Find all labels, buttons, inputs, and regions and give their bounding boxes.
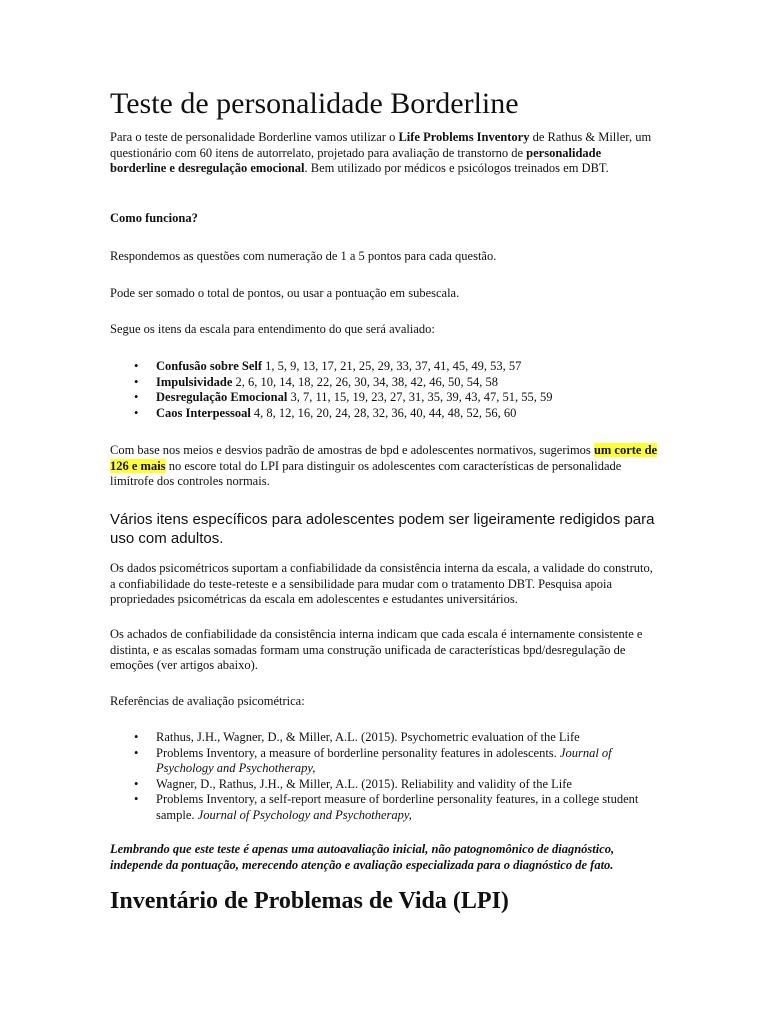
como-funciona-heading: Como funciona? bbox=[110, 211, 198, 225]
somado-paragraph: Pode ser somado o total de pontos, ou usar a pontuação em subescala. bbox=[110, 286, 460, 300]
scale-items: 3, 7, 11, 15, 19, 23, 27, 31, 35, 39, 43, 47, 51, 55, 59 bbox=[287, 390, 553, 404]
intro-bold-2: personalidade borderline e desregulação emocional bbox=[110, 145, 602, 175]
section-heading: Inventário de Problemas de Vida (LPI) bbox=[110, 888, 509, 914]
corte-text-1: Com base nos meios e desvios padrão de amostras de bpd e adolescentes normativos, sugerimos bbox=[110, 443, 594, 457]
intro-text-2: de Rathus & Miller, um questionário com 60 itens de autorrelato, projetado para avaliação de transtorno de bbox=[110, 130, 652, 160]
scales-list bbox=[110, 359, 658, 421]
intro-text-3: . Bem utilizado por médicos e psicólogos treinados em DBT. bbox=[304, 161, 609, 175]
intro-bold-1: Life Problems Inventory bbox=[398, 130, 530, 144]
scale-items: 2, 6, 10, 14, 18, 22, 26, 30, 34, 38, 42, 46, 50, 54, 58 bbox=[232, 374, 499, 389]
list-item bbox=[110, 746, 658, 777]
journal-name: Journal of Psychology and Psychotherapy, bbox=[156, 745, 612, 775]
respondemos-paragraph: Respondemos as questões com numeração de 1 a 5 pontos para cada questão. bbox=[110, 249, 497, 263]
scale-items: 1, 5, 9, 13, 17, 21, 25, 29, 33, 37, 41, 45, 49, 53, 57 bbox=[262, 359, 522, 373]
scale-name: Impulsividade bbox=[156, 374, 233, 389]
list-item bbox=[110, 777, 658, 793]
subheading: Vários itens específicos para adolescentes podem ser ligeiramente redigidos para uso com adultos. bbox=[110, 511, 655, 547]
reference-text: Wagner, D., Rathus, J.H., & Miller, A.L. (2015). Reliability and validity of the Life bbox=[156, 776, 572, 791]
reference-text: Problems Inventory, a measure of borderline personality features in adolescents. bbox=[156, 745, 560, 760]
list-item bbox=[110, 730, 658, 746]
segue-paragraph: Segue os itens da escala para entendimento do que será avaliado: bbox=[110, 322, 435, 336]
list-item bbox=[110, 792, 658, 823]
corte-text-2: no escore total do LPI para distinguir os adolescentes com características de personalidade limítrofe dos controles normais. bbox=[110, 458, 622, 488]
intro-text-1: Para o teste de personalidade Borderline vamos utilizar o bbox=[110, 130, 399, 144]
scale-name: Caos Interpessoal bbox=[156, 405, 251, 420]
list-item bbox=[110, 406, 658, 422]
journal-name: Journal of Psychology and Psychotherapy, bbox=[197, 807, 412, 822]
reference-text: Problems Inventory, a self-report measure of borderline personality features, in a college student sample. bbox=[156, 792, 639, 822]
list-item bbox=[110, 390, 658, 406]
references-list bbox=[110, 730, 658, 823]
dados-paragraph: Os dados psicométricos suportam a confiabilidade da consistência interna da escala, a validade do construto, a confiabilidade do teste-reteste e a sensibilidade para mudar com o tratamento DBT. Pesquisa apoia propriedades psicométricas da escala em adolescentes e estudantes universitários. bbox=[110, 561, 653, 606]
page-title: Teste de personalidade Borderline bbox=[110, 87, 519, 120]
scale-name: Desregulação Emocional bbox=[156, 390, 288, 404]
list-item bbox=[110, 359, 658, 375]
referencias-label: Referências de avaliação psicométrica: bbox=[110, 694, 305, 708]
intro-paragraph bbox=[110, 130, 658, 177]
disclaimer-note: Lembrando que este teste é apenas uma autoavaliação inicial, não patognomônico de diagnóstico, independe da pontuação, merecendo atenção e avaliação especializada para o diagnóstico de fato. bbox=[110, 842, 615, 872]
scale-items: 4, 8, 12, 16, 20, 24, 28, 32, 36, 40, 44, 48, 52, 56, 60 bbox=[250, 405, 517, 420]
achados-paragraph: Os achados de confiabilidade da consistência interna indicam que cada escala é internamente consistente e distinta, e as escalas somadas formam uma construção unificada de características bpd/desregulação de emoções (ver artigos abaixo). bbox=[110, 627, 643, 672]
list-item bbox=[110, 375, 658, 391]
highlighted-text: um corte de 126 e mais bbox=[110, 443, 658, 473]
reference-text: Rathus, J.H., Wagner, D., & Miller, A.L. (2015). Psychometric evaluation of the Life bbox=[156, 730, 580, 744]
scale-name: Confusão sobre Self bbox=[156, 359, 263, 373]
corte-paragraph bbox=[110, 443, 658, 490]
